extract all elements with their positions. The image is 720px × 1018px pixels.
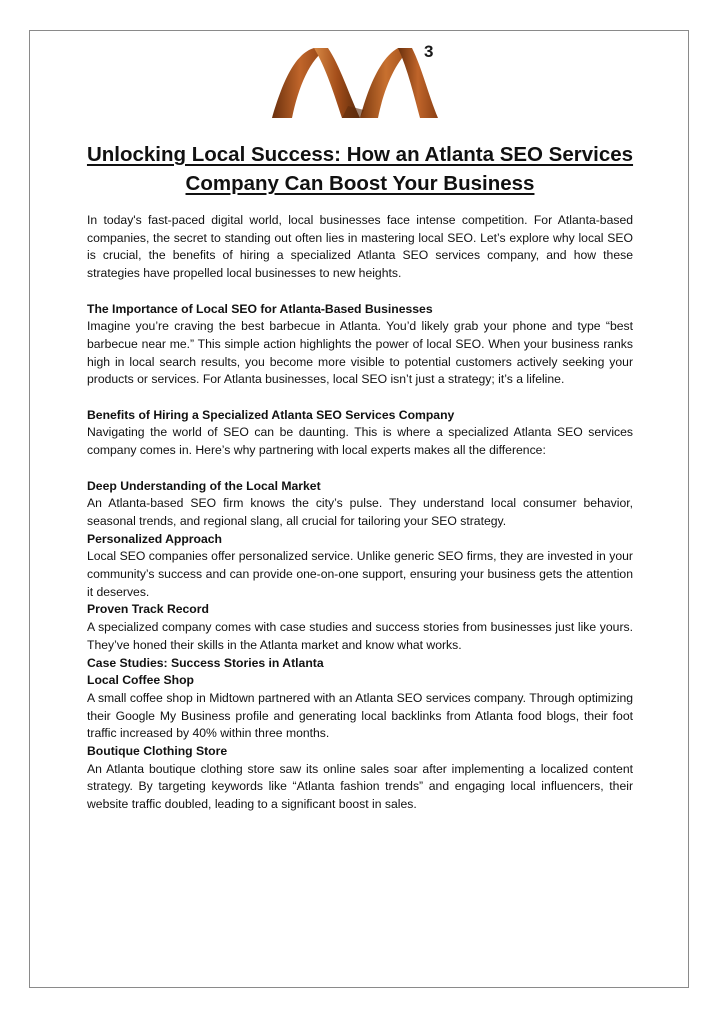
section-heading-boutique: Boutique Clothing Store: [87, 744, 228, 759]
section-body-boutique: An Atlanta boutique clothing store saw its online sales soar after implementing a localized content strategy. By targeting keywords like “Atlanta fashion trends” and engaging local influencers, their website traffic doubled, leading to a significant boost in sales.: [87, 761, 633, 812]
section-heading-coffee-shop: Local Coffee Shop: [87, 673, 194, 688]
section-body-track-record: A specialized company comes with case studies and success stories from businesses just like yours. They’ve honed their skills in the Atlanta market and know what works.: [87, 620, 633, 652]
intro-paragraph: In today's fast-paced digital world, local businesses face intense competition. For Atlanta-based companies, the secret to standing out often lies in mastering local SEO. Let’s explore why local SEO is crucial, the benefits of hiring a specialized Atlanta SEO services company, and how these strategies have propelled local businesses to new heights.: [87, 213, 633, 281]
section-heading-track-record: Proven Track Record: [87, 602, 209, 617]
section-heading-personalized: Personalized Approach: [87, 531, 222, 546]
section-body-personalized: Local SEO companies offer personalized service. Unlike generic SEO firms, they are invested in your community’s success and can provide one-on-one support, ensuring your business gets the attention it deserves.: [87, 549, 633, 599]
section-body-coffee-shop: A small coffee shop in Midtown partnered with an Atlanta SEO services company. Through optimizing their Google My Business profile and generating local backlinks from Atlanta food blogs, their foot traffic increased by 40% within three months.: [87, 690, 633, 741]
section-heading-benefits: Benefits of Hiring a Specialized Atlanta SEO Services Company: [87, 407, 455, 422]
article-body: [87, 212, 633, 814]
section-heading-local-market: Deep Understanding of the Local Market: [87, 478, 321, 493]
section-heading-case-studies: Case Studies: Success Stories in Atlanta: [87, 655, 324, 670]
m3-logo-mark: [268, 44, 448, 124]
logo-superscript: 3: [424, 42, 434, 61]
m3-logo: [268, 44, 448, 124]
page-title: Unlocking Local Success: How an Atlanta SEO Services Company Can Boost Your Business: [86, 143, 634, 195]
section-body-importance: Imagine you’re craving the best barbecue in Atlanta. You’d likely grab your phone and type “best barbecue near me.” This simple action highlights the power of local SEO. When your business ranks high in local search results, you become more visible to potential customers actively seeking your products or services. For Atlanta businesses, local SEO isn’t just a strategy; it’s a lifeline.: [87, 319, 633, 387]
section-body-benefits: Navigating the world of SEO can be daunting. This is where a specialized Atlanta SEO services company comes in. Here’s why partnering with local experts makes all the difference:: [87, 425, 633, 458]
section-body-local-market: An Atlanta-based SEO firm knows the city’s pulse. They understand local consumer behavior, seasonal trends, and regional slang, all crucial for tailoring your SEO strategy.: [87, 496, 633, 528]
section-heading-importance: The Importance of Local SEO for Atlanta-Based Businesses: [87, 301, 433, 316]
